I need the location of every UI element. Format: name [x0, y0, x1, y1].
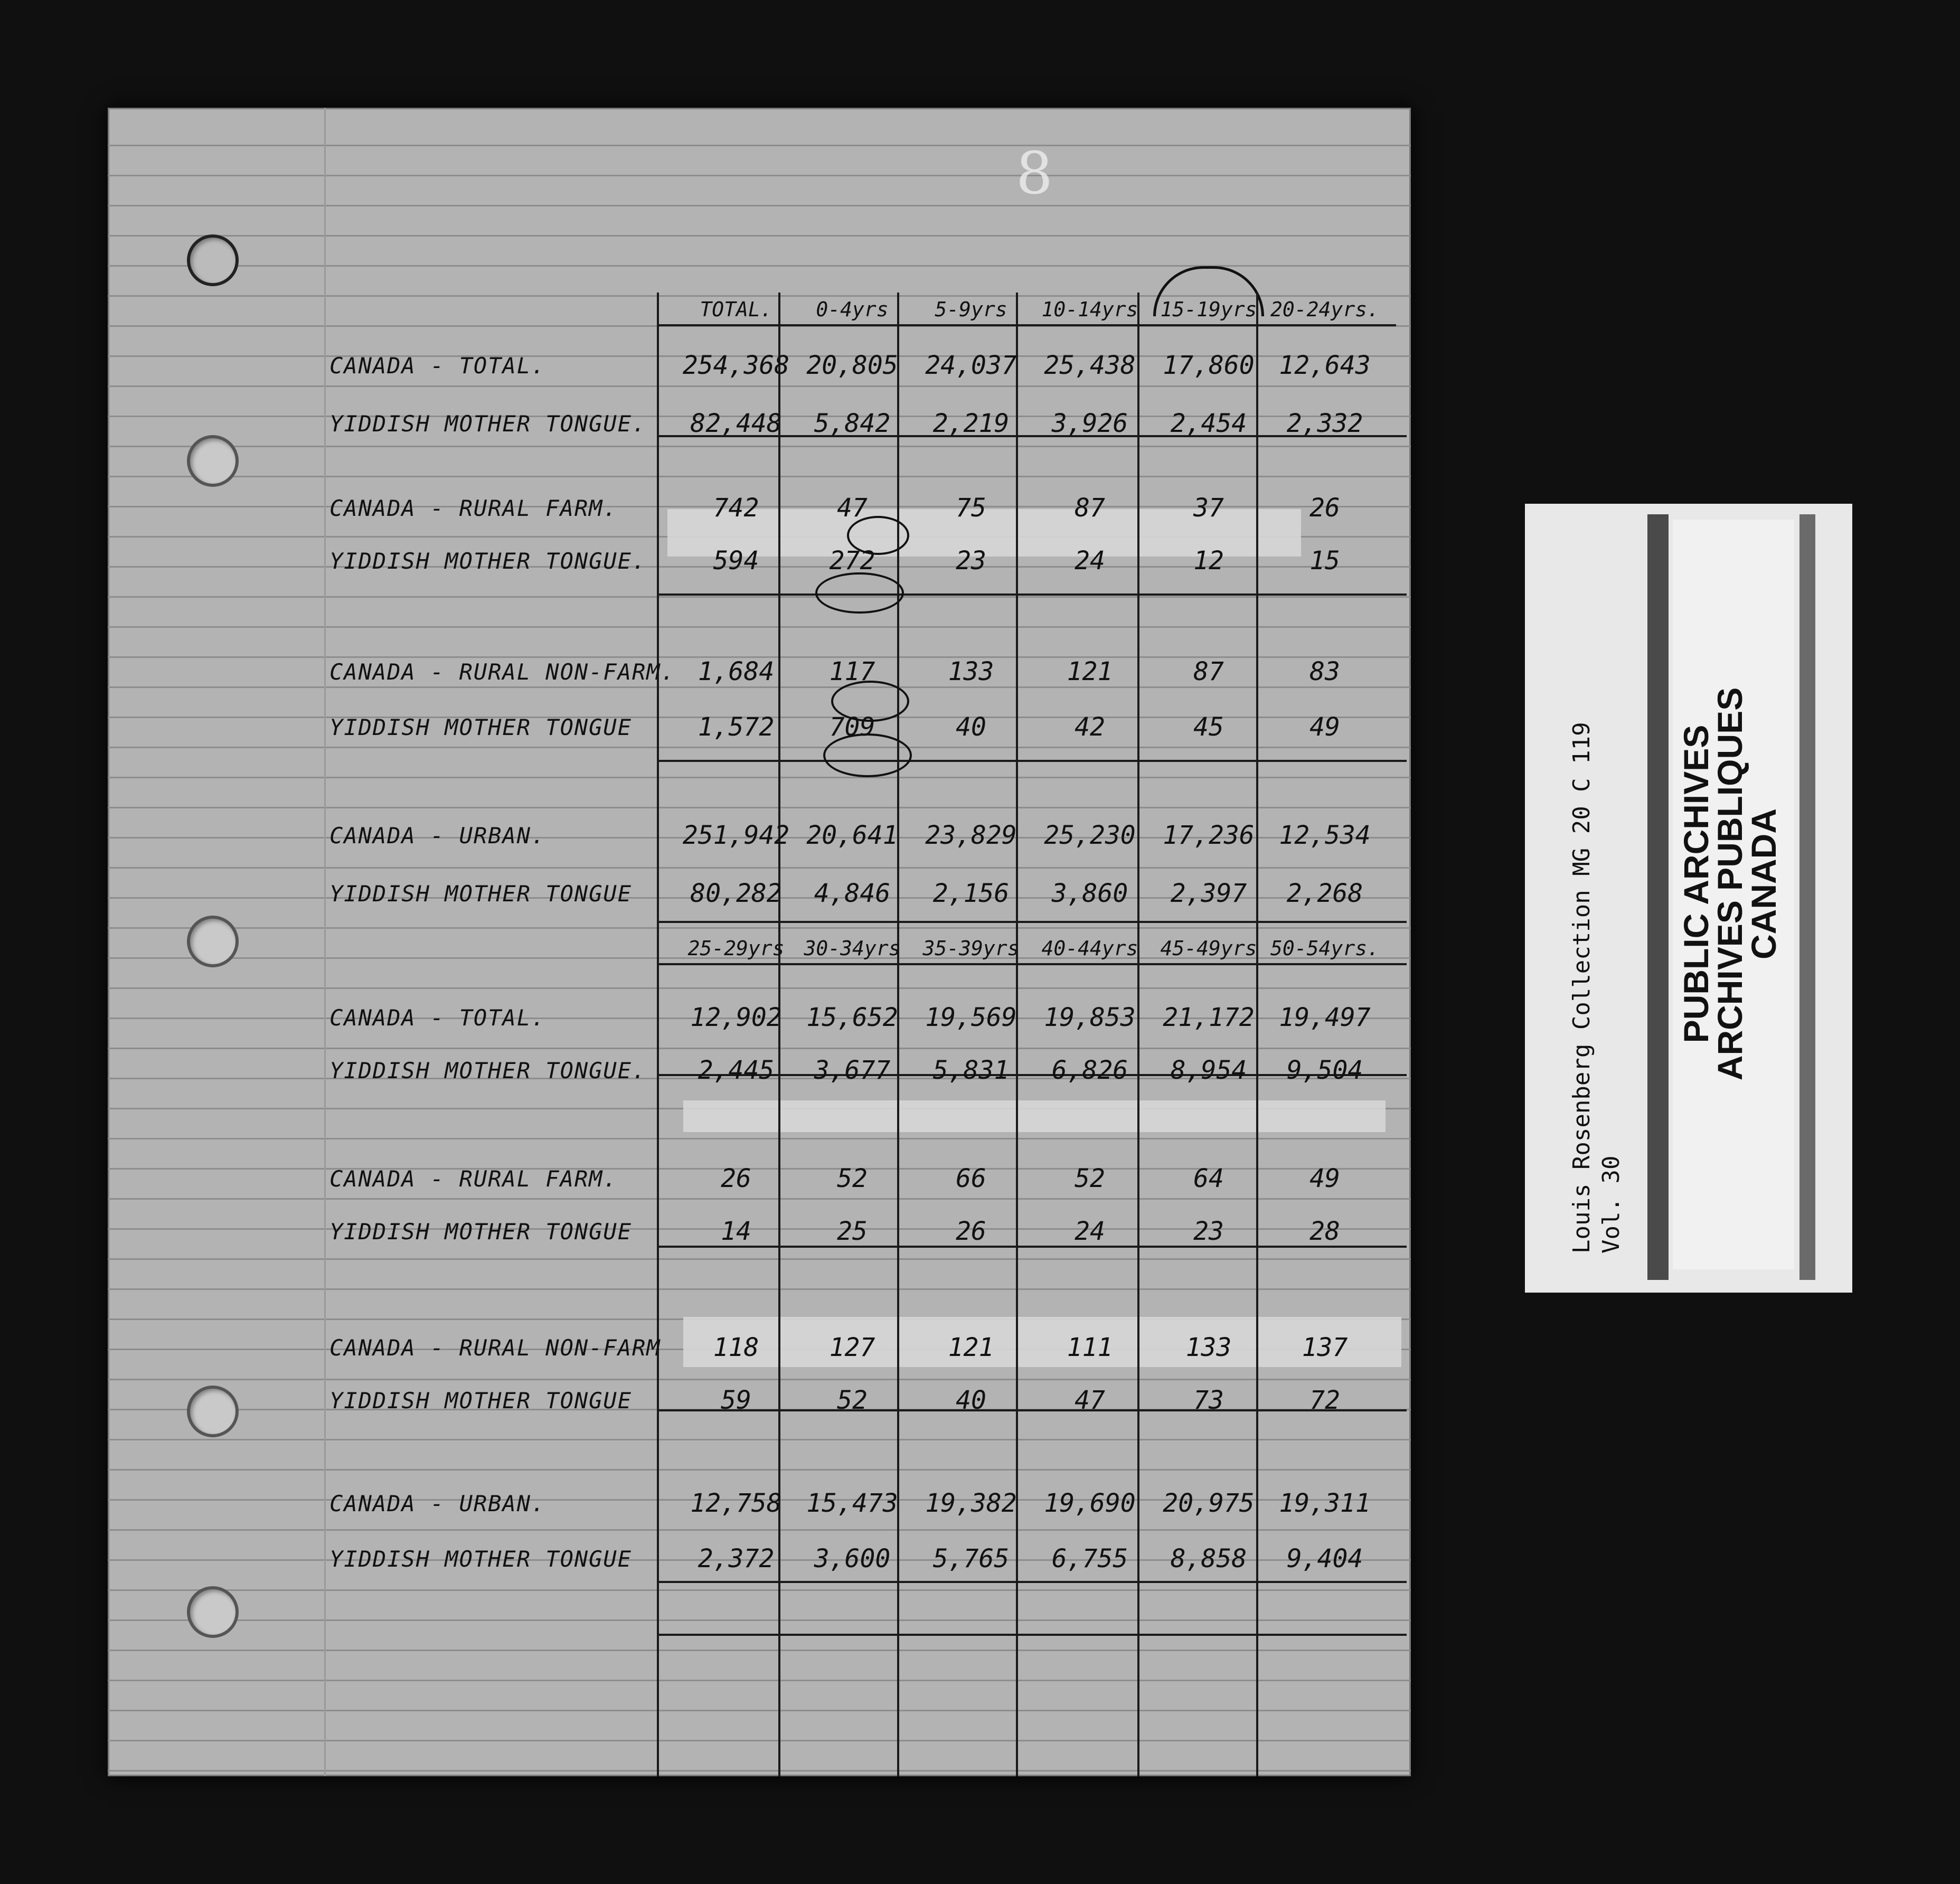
value-cell: 8,954 [1170, 1056, 1247, 1085]
value-cell: 24,037 [925, 351, 1017, 380]
value-cell: 59 [721, 1386, 751, 1415]
value-cell: 3,860 [1051, 879, 1128, 908]
value-cell: 272 [829, 546, 875, 576]
margin-line [324, 108, 326, 1776]
value-cell: 24 [1075, 1217, 1105, 1246]
header-cell: 15-19yrs [1160, 298, 1257, 321]
row-label: YIDDISH MOTHER TONGUE [329, 1546, 633, 1572]
row-label: YIDDISH MOTHER TONGUE [329, 881, 633, 907]
binder-hole [187, 916, 239, 967]
ruled-line [108, 777, 1411, 778]
value-cell: 251,942 [682, 821, 790, 850]
institution-line: ARCHIVES PUBLIQUES [1710, 687, 1749, 1081]
header-cell: 40-44yrs [1041, 937, 1138, 960]
value-cell: 118 [713, 1333, 759, 1362]
archive-label-card [1525, 504, 1852, 1293]
value-cell: 6,755 [1051, 1544, 1128, 1574]
value-cell: 19,311 [1279, 1489, 1371, 1518]
value-cell: 2,219 [932, 409, 1010, 438]
value-cell: 6,826 [1051, 1056, 1128, 1085]
ruled-line [108, 145, 1411, 146]
value-cell: 25 [837, 1217, 868, 1246]
value-cell: 66 [956, 1164, 986, 1193]
value-cell: 742 [713, 493, 759, 523]
value-cell: 19,690 [1044, 1489, 1136, 1518]
ruled-line [108, 1619, 1411, 1621]
value-cell: 83 [1309, 657, 1340, 686]
ruled-line [108, 205, 1411, 206]
row-line [657, 324, 1396, 326]
value-cell: 17,860 [1163, 351, 1255, 380]
row-label: YIDDISH MOTHER TONGUE. [329, 411, 647, 437]
value-cell: 25,230 [1044, 821, 1136, 850]
binder-hole [187, 1586, 239, 1638]
volume-line: Vol. 30 [1598, 1155, 1625, 1254]
value-cell: 72 [1309, 1386, 1340, 1415]
ruled-line [108, 1439, 1411, 1440]
ruled-line [108, 1198, 1411, 1200]
value-cell: 121 [1067, 657, 1113, 686]
value-cell: 4,846 [814, 879, 891, 908]
header-cell: 30-34yrs [804, 937, 901, 960]
value-cell: 80,282 [690, 879, 782, 908]
value-cell: 23 [1193, 1217, 1224, 1246]
ruled-line [108, 446, 1411, 447]
value-cell: 28 [1309, 1217, 1340, 1246]
value-cell: 1,572 [698, 712, 775, 742]
row-label: CANADA - RURAL NON-FARM [329, 1335, 661, 1361]
value-cell: 3,926 [1051, 409, 1128, 438]
row-label: CANADA - URBAN. [329, 1491, 546, 1516]
value-cell: 87 [1193, 657, 1224, 686]
ruled-line [108, 476, 1411, 477]
value-cell: 12,758 [690, 1489, 782, 1518]
value-cell: 25,438 [1044, 351, 1136, 380]
value-cell: 9,404 [1286, 1544, 1363, 1574]
tape-strip [683, 1100, 1386, 1132]
card-band [1799, 514, 1815, 1280]
value-cell: 20,805 [806, 351, 898, 380]
value-cell: 3,677 [814, 1056, 891, 1085]
value-cell: 87 [1075, 493, 1105, 523]
ruled-line [108, 235, 1411, 237]
value-cell: 19,569 [925, 1003, 1017, 1032]
institution-text [1676, 620, 1783, 1148]
value-cell: 49 [1309, 1164, 1340, 1193]
ruled-line [108, 1258, 1411, 1260]
value-cell: 73 [1193, 1386, 1224, 1415]
institution-line: CANADA [1744, 808, 1783, 959]
circled-value [815, 572, 904, 614]
value-cell: 40 [956, 712, 986, 742]
value-cell: 23,829 [925, 821, 1017, 850]
value-cell: 45 [1193, 712, 1224, 742]
value-cell: 2,268 [1286, 879, 1363, 908]
row-label: CANADA - RURAL NON-FARM. [329, 659, 675, 685]
column-line [657, 293, 659, 1776]
value-cell: 5,831 [932, 1056, 1010, 1085]
value-cell: 14 [721, 1217, 751, 1246]
ruled-line [108, 1048, 1411, 1049]
value-cell: 133 [948, 657, 994, 686]
value-cell: 24 [1075, 546, 1105, 576]
binder-hole [187, 234, 239, 286]
value-cell: 52 [837, 1164, 868, 1193]
value-cell: 594 [713, 546, 759, 576]
value-cell: 1,684 [698, 657, 775, 686]
value-cell: 15,473 [806, 1489, 898, 1518]
ruled-line [108, 1379, 1411, 1380]
value-cell: 19,497 [1279, 1003, 1371, 1032]
header-cell: 5-9yrs [935, 298, 1007, 321]
ruled-line [108, 1770, 1411, 1772]
value-cell: 40 [956, 1386, 986, 1415]
ruled-line [108, 175, 1411, 176]
ruled-line [108, 1589, 1411, 1591]
value-cell: 133 [1185, 1333, 1232, 1362]
ruled-line [108, 1740, 1411, 1741]
ruled-line [108, 1138, 1411, 1139]
value-cell: 2,372 [698, 1544, 775, 1574]
value-cell: 19,853 [1044, 1003, 1136, 1032]
value-cell: 37 [1193, 493, 1224, 523]
value-cell: 121 [948, 1333, 994, 1362]
value-cell: 64 [1193, 1164, 1224, 1193]
value-cell: 75 [956, 493, 986, 523]
value-cell: 47 [1075, 1386, 1105, 1415]
value-cell: 42 [1075, 712, 1105, 742]
ruled-line [108, 385, 1411, 387]
value-cell: 137 [1302, 1333, 1348, 1362]
ruled-line [108, 1650, 1411, 1651]
header-cell: 10-14yrs [1041, 298, 1138, 321]
page-number: 8 [1016, 139, 1053, 207]
value-cell: 20,641 [806, 821, 898, 850]
value-cell: 52 [1075, 1164, 1105, 1193]
value-cell: 47 [837, 493, 868, 523]
value-cell: 23 [956, 546, 986, 576]
value-cell: 17,236 [1163, 821, 1255, 850]
value-cell: 111 [1067, 1333, 1113, 1362]
header-cell: 20-24yrs. [1270, 298, 1379, 321]
header-cell: 35-39yrs [922, 937, 1020, 960]
ruled-line [108, 987, 1411, 989]
value-cell: 12,902 [690, 1003, 782, 1032]
value-cell: 26 [1309, 493, 1340, 523]
ruled-line [108, 1680, 1411, 1681]
value-cell: 8,858 [1170, 1544, 1247, 1574]
row-label: CANADA - TOTAL. [329, 353, 546, 379]
value-cell: 254,368 [682, 351, 790, 380]
ruled-line [108, 596, 1411, 598]
value-cell: 3,600 [814, 1544, 891, 1574]
value-cell: 26 [721, 1164, 751, 1193]
value-cell: 15 [1309, 546, 1340, 576]
row-line [657, 1634, 1407, 1636]
ruled-line [108, 686, 1411, 688]
row-line [657, 1581, 1407, 1583]
row-label: CANADA - URBAN. [329, 823, 546, 849]
card-band [1647, 514, 1669, 1280]
collection-line: Louis Rosenberg Collection MG 20 C 119 [1568, 722, 1595, 1254]
notebook-page [108, 108, 1411, 1776]
value-cell: 5,842 [814, 409, 891, 438]
value-cell: 12 [1193, 546, 1224, 576]
row-label: YIDDISH MOTHER TONGUE. [329, 1058, 647, 1084]
binder-hole [187, 435, 239, 487]
row-label: YIDDISH MOTHER TONGUE [329, 1219, 633, 1245]
row-line [657, 760, 1407, 762]
value-cell: 2,445 [698, 1056, 775, 1085]
value-cell: 127 [829, 1333, 875, 1362]
ruled-line [108, 867, 1411, 869]
row-label: YIDDISH MOTHER TONGUE [329, 714, 633, 740]
ruled-line [108, 1469, 1411, 1471]
value-cell: 19,382 [925, 1489, 1017, 1518]
value-cell: 15,652 [806, 1003, 898, 1032]
ruled-line [108, 1529, 1411, 1531]
value-cell: 2,454 [1170, 409, 1247, 438]
row-label: YIDDISH MOTHER TONGUE. [329, 548, 647, 574]
value-cell: 20,975 [1163, 1489, 1255, 1518]
ruled-line [108, 1288, 1411, 1290]
ruled-line [108, 1710, 1411, 1711]
row-label: YIDDISH MOTHER TONGUE [329, 1388, 633, 1414]
value-cell: 5,765 [932, 1544, 1010, 1574]
value-cell: 52 [837, 1386, 868, 1415]
value-cell: 709 [829, 712, 875, 742]
header-cell: 25-29yrs [687, 937, 785, 960]
row-line [657, 594, 1407, 596]
row-line [657, 921, 1407, 923]
value-cell: 82,448 [690, 409, 782, 438]
binder-hole [187, 1386, 239, 1437]
row-label: CANADA - RURAL FARM. [329, 495, 618, 521]
row-line [657, 963, 1407, 965]
header-cell: 0-4yrs [816, 298, 889, 321]
row-label: CANADA - TOTAL. [329, 1005, 546, 1031]
ruled-line [108, 747, 1411, 748]
value-cell: 2,156 [932, 879, 1010, 908]
value-cell: 12,643 [1279, 351, 1371, 380]
value-cell: 117 [829, 657, 875, 686]
collection-text [1567, 722, 1626, 1254]
institution-line: PUBLIC ARCHIVES [1676, 724, 1716, 1043]
value-cell: 49 [1309, 712, 1340, 742]
value-cell: 9,504 [1286, 1056, 1363, 1085]
header-cell: TOTAL. [700, 298, 772, 321]
value-cell: 2,397 [1170, 879, 1247, 908]
ruled-line [108, 626, 1411, 628]
ruled-line [108, 927, 1411, 929]
value-cell: 26 [956, 1217, 986, 1246]
header-cell: 50-54yrs. [1270, 937, 1379, 960]
header-cell: 45-49yrs [1160, 937, 1257, 960]
ruled-line [108, 807, 1411, 808]
value-cell: 2,332 [1286, 409, 1363, 438]
value-cell: 21,172 [1163, 1003, 1255, 1032]
value-cell: 12,534 [1279, 821, 1371, 850]
row-label: CANADA - RURAL FARM. [329, 1166, 618, 1192]
